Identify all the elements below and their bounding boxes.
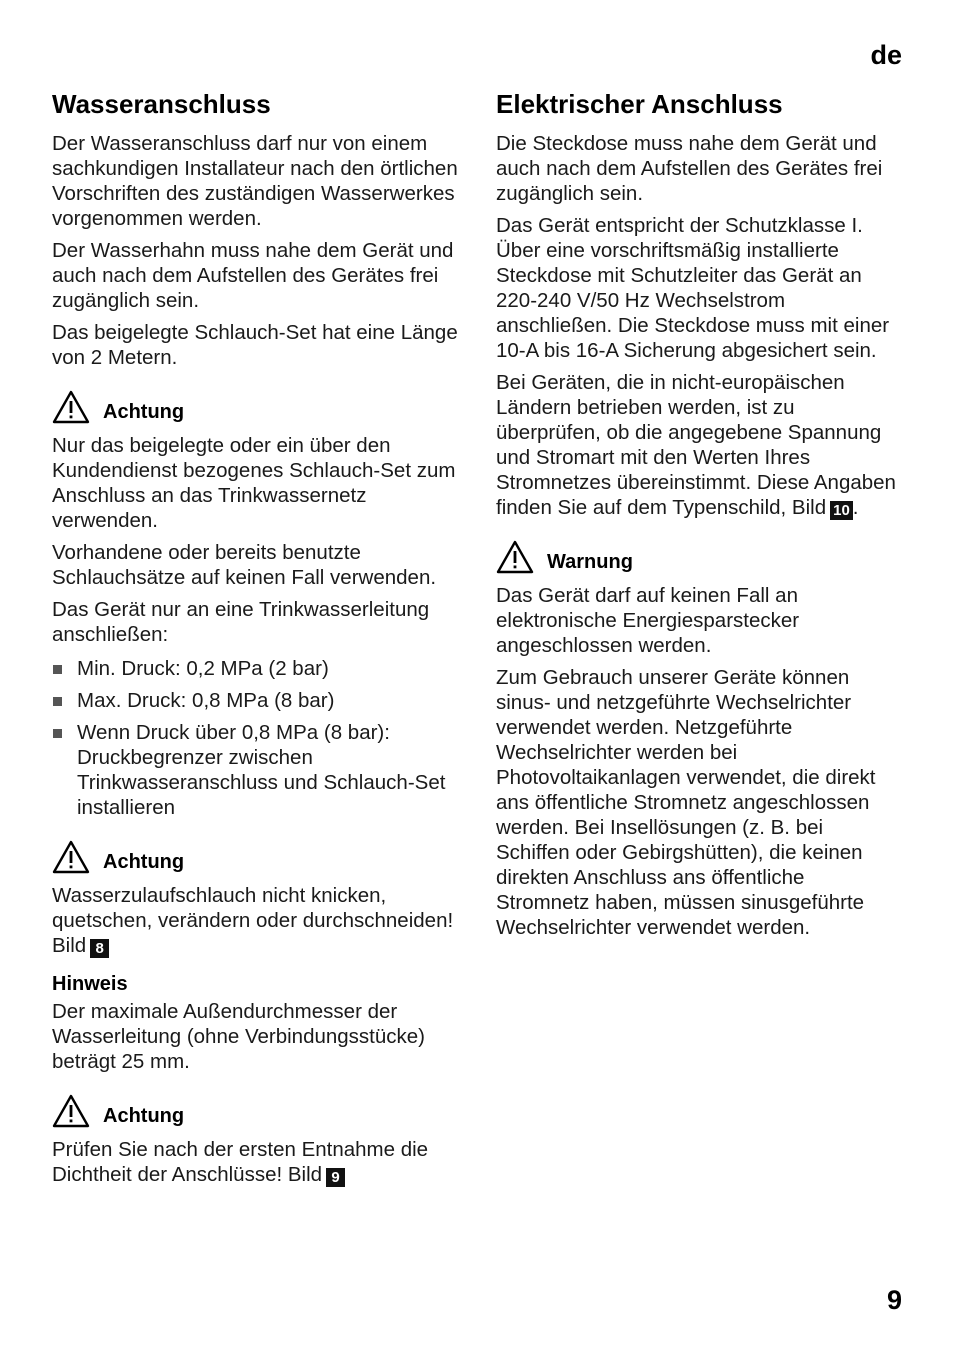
- section-title: Wasseranschluss: [52, 89, 271, 119]
- paragraph: Vorhandene oder bereits benutzte Schlauchsätze auf keinen Fall verwenden.: [52, 541, 437, 589]
- paragraph: Der maximale Außendurchmesser der Wasserleitung (ohne Verbindungsstücke) beträgt 25 mm.: [52, 1000, 426, 1073]
- figure-reference: 10: [830, 501, 853, 520]
- warning-triangle-icon: [52, 840, 90, 874]
- section-electrical-connection: [496, 88, 902, 947]
- language-code: de: [870, 40, 902, 70]
- caution-label: Achtung: [103, 1105, 185, 1127]
- paragraph: Das Gerät nur an eine Trinkwasserleitung anschließen:: [52, 598, 430, 646]
- paragraph: Zum Gebrauch unserer Geräte können sinus- und netzgeführte Wechselrichter verwendet werden. Netzgeführte Wechselrichter werden bei Photovoltaikanlagen verwendet, die direkt ans öffentliche Stromnetz angeschlossen werden. Bei Insellösungen (z. B. bei Schiffen oder Gebirgshütten), die keinen direkten Anschluss ans öffentliche Stromnetz haben, müssen sinusgeführte Wechselrichter verwendet werden.: [496, 666, 876, 939]
- caution-label: Achtung: [103, 401, 185, 423]
- pressure-list: [52, 656, 458, 820]
- paragraph: Der Wasseranschluss darf nur von einem sachkundigen Installateur nach den örtlichen Vorschriften des zuständigen Wasserwerkes vorgenommen werden.: [52, 132, 458, 230]
- section-water-connection: [52, 88, 458, 1194]
- caution-heading: [52, 838, 458, 874]
- hint-title: Hinweis: [52, 973, 128, 995]
- list-item: Max. Druck: 0,8 MPa (8 bar): [52, 688, 458, 713]
- caution-label: Achtung: [103, 851, 185, 873]
- square-bullet-icon: [53, 729, 62, 738]
- paragraph: Die Steckdose muss nahe dem Gerät und auch nach dem Aufstellen des Gerätes frei zugänglich sein.: [496, 132, 883, 205]
- paragraph: Wasserzulaufschlauch nicht knicken, quetschen, verändern oder durchschneiden! Bild 8: [52, 884, 454, 957]
- square-bullet-icon: [53, 665, 62, 674]
- warning-heading: [496, 538, 902, 574]
- paragraph: Das Gerät entspricht der Schutzklasse I. Über eine vorschriftsmäßig installierte Steckdose mit Schutzleiter das Gerät an 220-240 V/50 Hz Wechselstrom anschließen. Die Steckdose muss mit einer 10-A bis 16-A Sicherung abgesichert sein.: [496, 214, 890, 362]
- page-number: 9: [886, 1285, 902, 1315]
- paragraph: Prüfen Sie nach der ersten Entnahme die Dichtheit der Anschlüsse! Bild 9: [52, 1138, 429, 1186]
- paragraph: Nur das beigelegte oder ein über den Kundendienst bezogenes Schlauch-Set zum Anschluss an das Trinkwassernetz verwenden.: [52, 434, 456, 532]
- caution-heading: [52, 1092, 458, 1128]
- warning-triangle-icon: [496, 540, 534, 574]
- warning-triangle-icon: [52, 1094, 90, 1128]
- figure-reference: 9: [326, 1168, 345, 1187]
- square-bullet-icon: [53, 697, 62, 706]
- paragraph: Das Gerät darf auf keinen Fall an elektronische Energiesparstecker angeschlossen werden.: [496, 584, 800, 657]
- warning-label: Warnung: [547, 551, 633, 573]
- list-item: Min. Druck: 0,2 MPa (2 bar): [52, 656, 458, 681]
- paragraph: Der Wasserhahn muss nahe dem Gerät und auch nach dem Aufstellen des Gerätes frei zugänglich sein.: [52, 239, 454, 312]
- caution-heading: [52, 388, 458, 424]
- section-title: Elektrischer Anschluss: [496, 89, 783, 119]
- warning-triangle-icon: [52, 390, 90, 424]
- figure-reference: 8: [90, 939, 109, 958]
- list-item: Wenn Druck über 0,8 MPa (8 bar): Druckbegrenzer zwischen Trinkwasseranschluss und Schlauch-Set installieren: [52, 720, 458, 820]
- paragraph: Bei Geräten, die in nicht-europäischen Ländern betrieben werden, ist zu überprüfen, ob die angegebene Spannung und Stromart mit den Werten Ihres Stromnetzes übereinstimmt. Diese Angaben finden Sie auf dem Typenschild, Bild 10 .: [496, 371, 896, 519]
- paragraph: Das beigelegte Schlauch-Set hat eine Länge von 2 Metern.: [52, 321, 458, 369]
